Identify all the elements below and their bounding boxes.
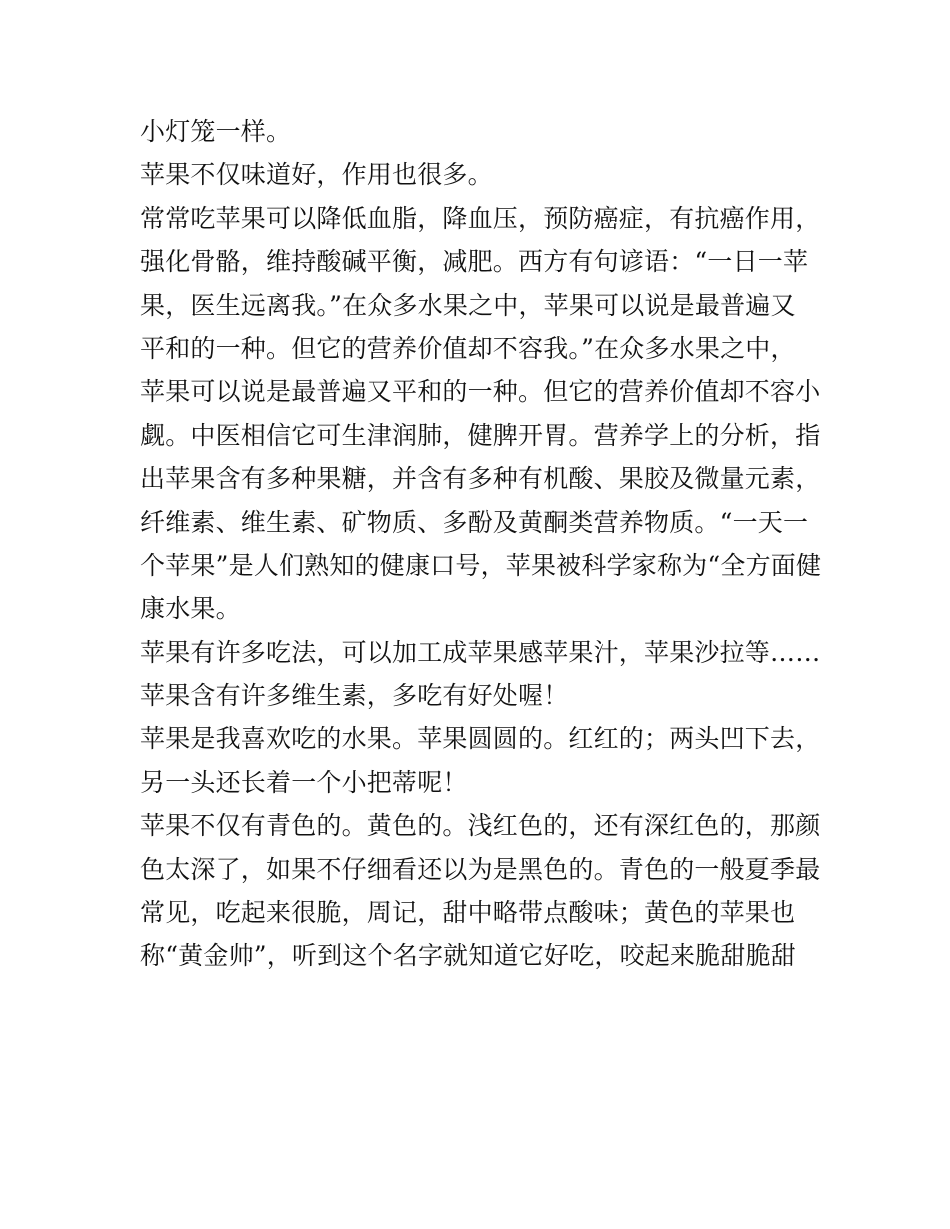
text-line: 小灯笼一样。: [140, 117, 292, 146]
text-line: 苹果有许多吃法，可以加工成苹果感苹果汁，苹果沙拉等……: [140, 637, 821, 667]
text-line: 称“黄金帅”，听到这个名字就知道它好吃，咬起来脆甜脆甜: [140, 941, 796, 971]
text-line: 苹果可以说是最普遍又平和的一种。但它的营养价值却不容小: [140, 377, 821, 407]
text-line: 色太深了，如果不仔细看还以为是黑色的。青色的一般夏季最: [140, 854, 821, 884]
text-line: 常常吃苹果可以降低血脂，降血压，预防癌症，有抗癌作用，: [140, 203, 821, 233]
text-line: 觑。中医相信它可生津润肺，健脾开胃。营养学上的分析，指: [140, 420, 821, 450]
text-line: 另一头还长着一个小把蒂呢！: [140, 767, 468, 797]
text-line: 康水果。: [140, 594, 241, 624]
text-line: 苹果是我喜欢吃的水果。苹果圆圆的。红红的；两头凹下去，: [140, 724, 821, 754]
text-line: 出苹果含有多种果糖，并含有多种有机酸、果胶及微量元素，: [140, 464, 821, 494]
text-line: 常见，吃起来很脆，周记，甜中略带点酸味；黄色的苹果也: [140, 898, 796, 928]
text-line: 果，医生远离我。”在众多水果之中，苹果可以说是最普遍又: [140, 290, 796, 320]
document-body: [140, 110, 820, 978]
text-line: 苹果不仅味道好，作用也很多。: [140, 160, 493, 190]
text-line: 纤维素、维生素、矿物质、多酚及黄酮类营养物质。“一天一: [140, 507, 809, 537]
text-line: 个苹果”是人们熟知的健康口号，苹果被科学家称为“全方面健: [140, 550, 822, 580]
text-line: 苹果不仅有青色的。黄色的。浅红色的，还有深红色的，那颜: [140, 811, 821, 841]
text-line: 苹果含有许多维生素，多吃有好处喔！: [140, 681, 569, 711]
text-line: 强化骨骼，维持酸碱平衡，减肥。西方有句谚语：“一日一苹: [140, 247, 809, 277]
text-line: 平和的一种。但它的营养价值却不容我。”在众多水果之中，: [140, 333, 796, 363]
